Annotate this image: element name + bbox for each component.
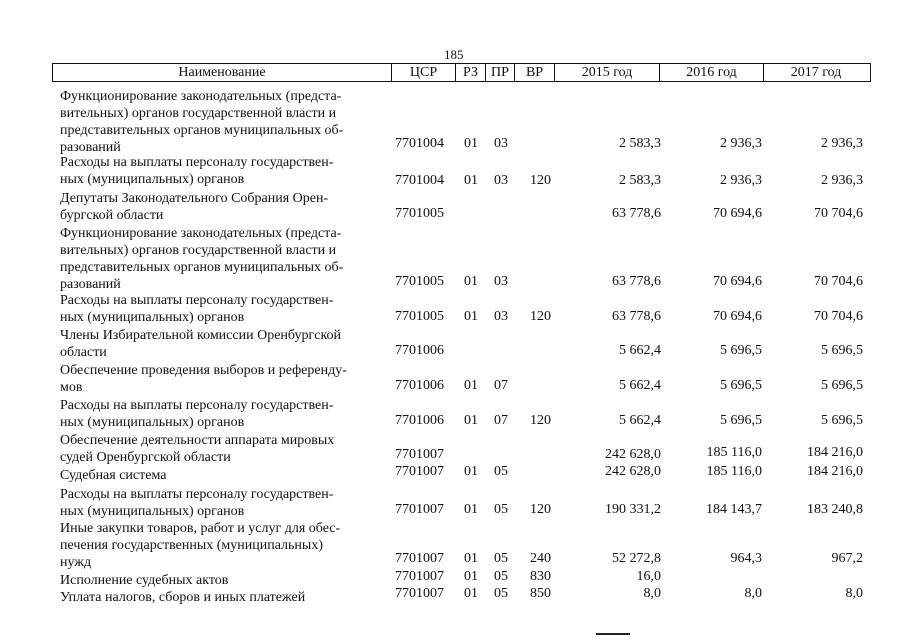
row-vr: 120 — [530, 502, 551, 517]
row-rz: 01 — [464, 378, 478, 393]
row-vr: 120 — [530, 413, 551, 428]
row-y2015: 5 662,4 — [619, 413, 661, 428]
row-y2015: 63 778,6 — [612, 309, 661, 324]
header-pr: ПР — [486, 64, 515, 81]
row-y2015: 52 272,8 — [612, 551, 661, 566]
row-csr: 7701007 — [395, 447, 444, 462]
row-rz: 01 — [464, 413, 478, 428]
row-y2017: 2 936,3 — [821, 173, 863, 188]
row-y2017: 2 936,3 — [821, 136, 863, 151]
row-y2016: 185 116,0 — [706, 464, 762, 479]
row-csr: 7701007 — [395, 569, 444, 584]
row-y2015: 16,0 — [636, 569, 661, 584]
row-y2015: 2 583,3 — [619, 173, 661, 188]
row-pr: 03 — [494, 274, 508, 289]
row-y2017: 70 704,6 — [814, 206, 863, 221]
row-y2016: 184 143,7 — [706, 502, 762, 517]
row-vr: 120 — [530, 173, 551, 188]
row-rz: 01 — [464, 309, 478, 324]
row-name: Расходы на выплаты персоналу государствен- ных (муниципальных) органов — [60, 155, 334, 187]
row-name: Расходы на выплаты персоналу государствен- ных (муниципальных) органов — [60, 398, 334, 430]
row-rz: 01 — [464, 173, 478, 188]
row-csr: 7701007 — [395, 586, 444, 601]
row-y2016: 70 694,6 — [713, 309, 762, 324]
row-y2016: 70 694,6 — [713, 206, 762, 221]
row-y2015: 63 778,6 — [612, 206, 661, 221]
row-y2017: 8,0 — [845, 586, 863, 601]
header-vr: ВР — [515, 64, 555, 81]
row-y2016: 70 694,6 — [713, 274, 762, 289]
row-y2017: 184 216,0 — [807, 445, 863, 460]
row-name: Обеспечение деятельности аппарата мировых судей Оренбургской области — [60, 433, 335, 465]
header-2017: 2017 год — [790, 64, 842, 80]
row-rz: 01 — [464, 551, 478, 566]
row-csr: 7701004 — [395, 173, 444, 188]
row-y2015: 8,0 — [643, 586, 661, 601]
row-pr: 07 — [494, 378, 508, 393]
row-name: Исполнение судебных актов — [60, 573, 229, 588]
row-csr: 7701007 — [395, 502, 444, 517]
header-2016: 2016 год — [660, 64, 764, 81]
row-pr: 05 — [494, 551, 508, 566]
row-y2017: 5 696,5 — [821, 378, 863, 393]
row-pr: 05 — [494, 502, 508, 517]
row-y2015: 242 628,0 — [605, 447, 661, 462]
row-name: Функционирование законодательных (предста- вительных) органов государственной власти и представительных органов муниципальных об- разований — [60, 226, 344, 292]
row-name: Функционирование законодательных (предста- вительных) органов государственной власти и представительных органов муниципальных об- разований — [60, 89, 344, 155]
row-pr: 03 — [494, 309, 508, 324]
row-name: Депутаты Законодательного Собрания Орен- бургской области — [60, 191, 329, 223]
row-rz: 01 — [464, 586, 478, 601]
row-vr: 240 — [530, 551, 551, 566]
row-y2016: 5 696,5 — [720, 413, 762, 428]
row-y2016: 5 696,5 — [720, 343, 762, 358]
row-name: Уплата налогов, сборов и иных платежей — [60, 590, 306, 605]
row-y2016: 964,3 — [730, 551, 762, 566]
row-pr: 05 — [494, 569, 508, 584]
row-y2017: 70 704,6 — [814, 274, 863, 289]
row-y2016: 5 696,5 — [720, 378, 762, 393]
header-rz: РЗ — [456, 64, 486, 81]
row-csr: 7701006 — [395, 343, 444, 358]
row-csr: 7701005 — [395, 206, 444, 221]
header-csr: ЦСР — [392, 64, 456, 81]
row-y2017: 5 696,5 — [821, 343, 863, 358]
row-name: Судебная система — [60, 468, 167, 483]
row-csr: 7701006 — [395, 413, 444, 428]
row-pr: 05 — [494, 586, 508, 601]
row-y2016: 2 936,3 — [720, 173, 762, 188]
row-name: Обеспечение проведения выборов и референду- мов — [60, 363, 347, 395]
row-y2015: 5 662,4 — [619, 378, 661, 393]
row-y2015: 190 331,2 — [605, 502, 661, 517]
row-vr: 120 — [530, 309, 551, 324]
page-number: 185 — [444, 47, 464, 62]
row-pr: 07 — [494, 413, 508, 428]
row-pr: 05 — [494, 464, 508, 479]
row-pr: 03 — [494, 136, 508, 151]
row-name: Расходы на выплаты персоналу государствен- ных (муниципальных) органов — [60, 487, 334, 519]
row-csr: 7701005 — [395, 309, 444, 324]
row-name: Иные закупки товаров, работ и услуг для обес- печения государственных (муниципальных) нужд — [60, 521, 341, 570]
row-y2016: 8,0 — [744, 586, 762, 601]
row-rz: 01 — [464, 274, 478, 289]
row-rz: 01 — [464, 136, 478, 151]
header-2015: 2015 год — [555, 64, 660, 81]
row-vr: 850 — [530, 586, 551, 601]
row-vr: 830 — [530, 569, 551, 584]
row-pr: 03 — [494, 173, 508, 188]
row-y2017: 184 216,0 — [807, 464, 863, 479]
row-y2017: 183 240,8 — [807, 502, 863, 517]
row-y2017: 967,2 — [831, 551, 863, 566]
row-csr: 7701007 — [395, 464, 444, 479]
row-name: Члены Избирательной комиссии Оренбургской области — [60, 328, 342, 360]
row-y2015: 2 583,3 — [619, 136, 661, 151]
header-name: Наименование — [53, 64, 392, 81]
row-csr: 7701006 — [395, 378, 444, 393]
row-rz: 01 — [464, 464, 478, 479]
row-y2017: 70 704,6 — [814, 309, 863, 324]
row-csr: 7701007 — [395, 551, 444, 566]
row-y2015: 63 778,6 — [612, 274, 661, 289]
row-csr: 7701005 — [395, 274, 444, 289]
row-y2015: 242 628,0 — [605, 464, 661, 479]
row-y2016: 2 936,3 — [720, 136, 762, 151]
row-y2017: 5 696,5 — [821, 413, 863, 428]
row-csr: 7701004 — [395, 136, 444, 151]
row-y2015: 5 662,4 — [619, 343, 661, 358]
row-rz: 01 — [464, 502, 478, 517]
scan-mark — [596, 633, 630, 635]
row-rz: 01 — [464, 569, 478, 584]
row-name: Расходы на выплаты персоналу государствен- ных (муниципальных) органов — [60, 293, 334, 325]
row-y2016: 185 116,0 — [706, 445, 762, 460]
